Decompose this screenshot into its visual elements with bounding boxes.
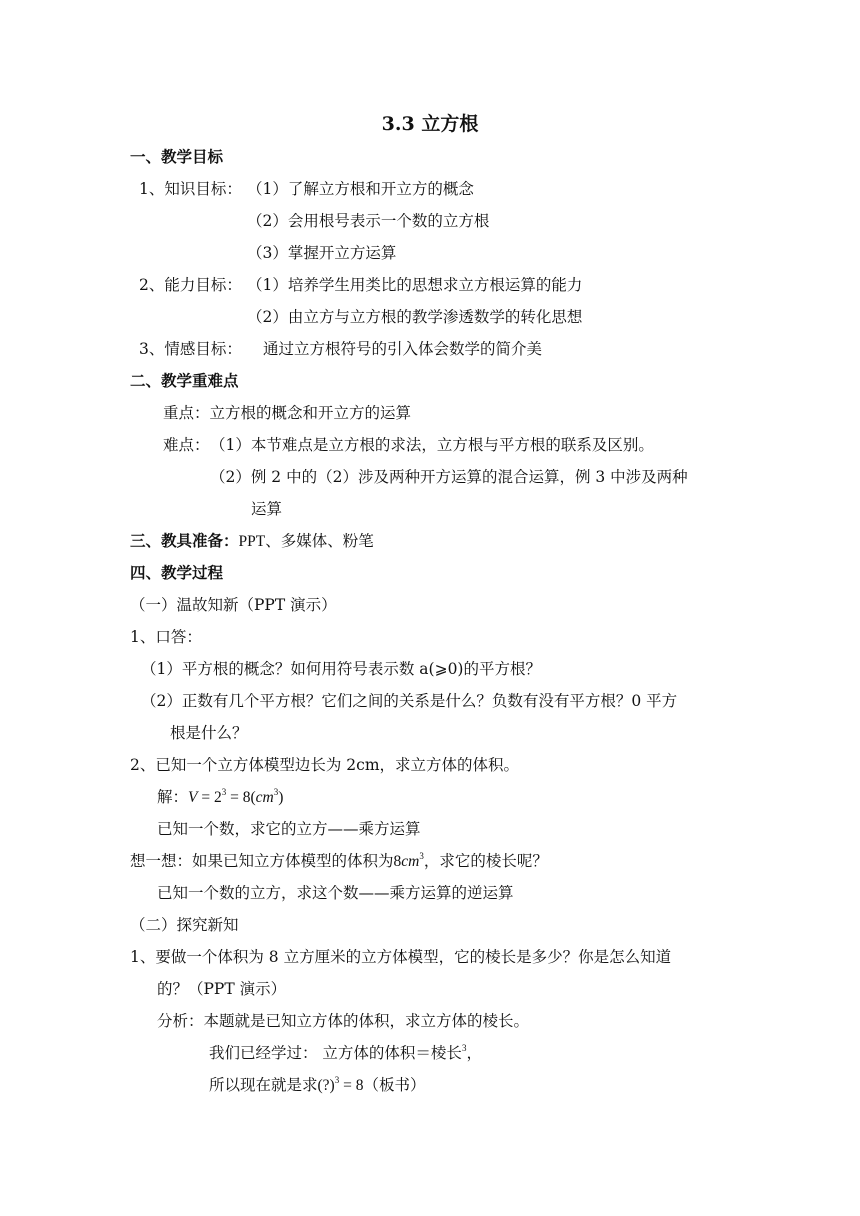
cube-volume-question: 2、已知一个立方体模型边长为 2cm，求立方体的体积。 bbox=[130, 756, 520, 774]
difficulty-2-continued: 运算 bbox=[251, 500, 283, 518]
power-operation-note: 已知一个数，求它的立方——乘方运算 bbox=[157, 820, 421, 838]
emotion-objective-1: 通过立方根符号的引入体会数学的简介美 bbox=[263, 340, 543, 358]
learned-text: 我们已经学过： 立方体的体积＝棱长 bbox=[209, 1044, 462, 1062]
now-solve-line bbox=[209, 1075, 425, 1096]
difficulty-2: （2）例 2 中的（2）涉及两种开方运算的混合运算，例 3 中涉及两种 bbox=[210, 468, 688, 486]
now-post: （板书） bbox=[363, 1076, 426, 1094]
oral-question-2-continued: 根是什么？ bbox=[170, 724, 248, 742]
formula-eq2: = 8( bbox=[226, 789, 256, 806]
part1-title: （一）温故知新（PPT 演示） bbox=[130, 596, 337, 614]
formula-cm: cm bbox=[255, 789, 274, 806]
now-eq: = 8 bbox=[339, 1077, 364, 1094]
difficulty-label: 难点： bbox=[163, 436, 210, 454]
solution-label: 解： bbox=[157, 788, 189, 806]
formula-exp1: 3 bbox=[221, 787, 227, 797]
solution-line bbox=[157, 787, 283, 808]
formula-eq1: = 2 bbox=[197, 789, 222, 806]
learned-formula bbox=[209, 1043, 482, 1063]
knowledge-objective-3: （3）掌握开立方运算 bbox=[247, 244, 397, 262]
think-text-pre: 想一想：如果已知立方体模型的体积为 bbox=[130, 852, 394, 870]
key-point: 重点：立方根的概念和开立方的运算 bbox=[163, 404, 412, 422]
inverse-operation-note: 已知一个数的立方，求这个数——乘方运算的逆运算 bbox=[157, 884, 514, 902]
ability-objective-2: （2）由立方与立方根的教学渗透数学的转化思想 bbox=[247, 308, 583, 326]
learned-exp: 3 bbox=[461, 1043, 467, 1053]
solution-formula bbox=[188, 789, 283, 806]
knowledge-objective-1: （1）了解立方根和开立方的概念 bbox=[247, 180, 474, 198]
formula-exp2: 3 bbox=[273, 787, 279, 797]
oral-question-label: 1、口答： bbox=[130, 628, 202, 646]
oral-question-2: （2）正数有几个平方根？它们之间的关系是什么？负数有没有平方根？0 平方 bbox=[141, 692, 678, 710]
formula-v: V bbox=[188, 789, 198, 806]
now-text: 所以现在就是求 bbox=[209, 1076, 318, 1094]
think-volume-unit: cm bbox=[401, 853, 420, 870]
section-heading-key-points: 二、教学重难点 bbox=[130, 371, 239, 390]
section-heading-process: 四、教学过程 bbox=[130, 563, 224, 582]
knowledge-objective-2: （2）会用根号表示一个数的立方根 bbox=[247, 212, 490, 230]
think-text-post: ，求它的棱长呢？ bbox=[423, 852, 548, 870]
think-volume-exp: 3 bbox=[419, 851, 424, 861]
explore-question: 1、要做一个体积为 8 立方厘米的立方体模型，它的棱长是多少？你是怎么知道 bbox=[130, 948, 672, 966]
learned-post: ， bbox=[466, 1044, 482, 1062]
analysis-text: 分析：本题就是已知立方体的体积，求立方体的棱长。 bbox=[157, 1012, 530, 1030]
difficulty-1: （1）本节难点是立方根的求法，立方根与平方根的联系及区别。 bbox=[210, 436, 654, 454]
oral-question-1: （1）平方根的概念？如何用符号表示数 a(⩾0)的平方根？ bbox=[141, 660, 541, 678]
now-expr: (?) bbox=[317, 1077, 335, 1094]
now-exp: 3 bbox=[334, 1075, 340, 1085]
think-volume-number: 8 bbox=[393, 853, 402, 870]
teaching-aids bbox=[130, 531, 374, 552]
section-heading-teaching-aids: 三、教具准备： bbox=[130, 531, 239, 550]
knowledge-objective-label: 1、知识目标： bbox=[139, 180, 242, 198]
section-heading-objectives: 一、教学目标 bbox=[130, 147, 224, 166]
ability-objective-1: （1）培养学生用类比的思想求立方根运算的能力 bbox=[247, 276, 583, 294]
ability-objective-label: 2、能力目标： bbox=[139, 276, 242, 294]
emotion-objective-label: 3、情感目标： bbox=[139, 340, 242, 358]
teaching-aids-text: PPT、多媒体、粉笔 bbox=[238, 533, 374, 550]
formula-close: ) bbox=[278, 789, 284, 806]
part2-title: （二）探究新知 bbox=[130, 916, 239, 934]
explore-question-continued: 的？（PPT 演示） bbox=[157, 980, 287, 998]
page-title: 3.3 立方根 bbox=[381, 113, 479, 135]
think-question bbox=[130, 851, 548, 872]
